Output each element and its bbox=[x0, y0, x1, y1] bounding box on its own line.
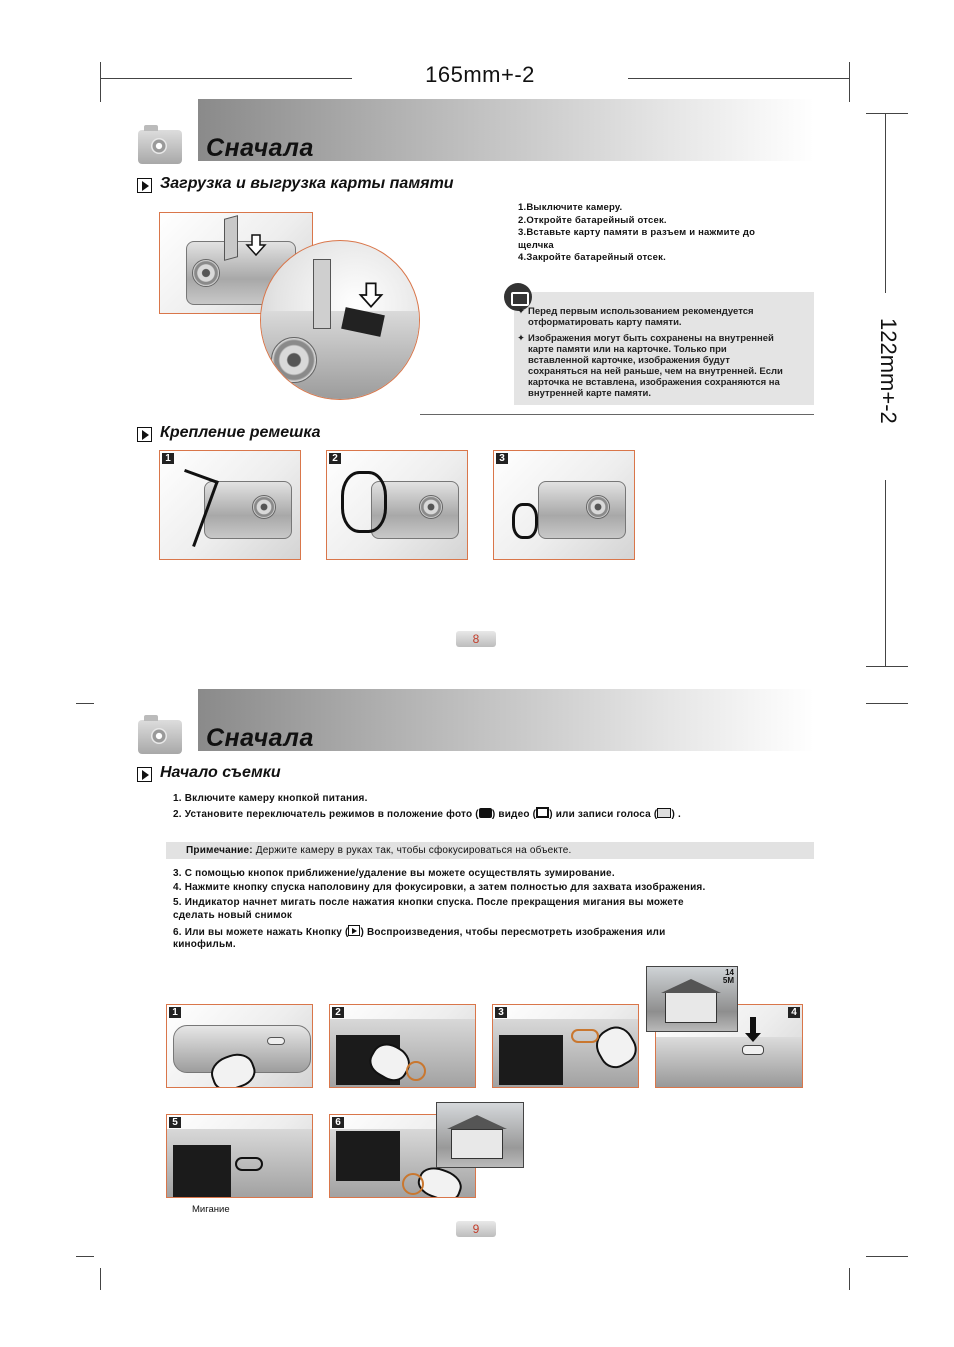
crop-mark bbox=[866, 113, 908, 114]
card-step: 1.Выключите камеру. bbox=[518, 202, 623, 213]
wrist-strap bbox=[512, 503, 538, 539]
crop-mark bbox=[866, 1256, 908, 1257]
house-roof bbox=[661, 979, 721, 993]
strap-photo bbox=[159, 450, 301, 560]
shooting-step: 4. Нажмите кнопку спуска наполовину для фокусировки, а затем полностью для захвата изображения. bbox=[173, 882, 706, 893]
blink-label: Мигание bbox=[192, 1204, 230, 1215]
battery-door bbox=[313, 259, 331, 329]
power-button bbox=[267, 1037, 285, 1045]
section-title: Сначала bbox=[206, 134, 314, 162]
house-roof bbox=[447, 1115, 507, 1129]
battery-door bbox=[224, 215, 238, 261]
shooting-step: 1. Включите камеру кнопкой питания. bbox=[173, 793, 368, 804]
tip-item: Изображения могут быть сохранены на внутренней карте памяти или на карточке. Только при вставленной карточке, изображения будут сохраняться на ней раньше, чем на внутренней. Если карточка не вставлена, изображения сохраняются на внутренней карте памяти. bbox=[528, 333, 783, 399]
chevron-right-icon bbox=[137, 178, 152, 193]
crop-mark bbox=[849, 1268, 850, 1290]
shooting-step: 3. С помощью кнопок приближение/удаление вы можете осуществлять зумирование. bbox=[173, 868, 615, 879]
camera-lens bbox=[271, 337, 317, 383]
strap-photo bbox=[326, 450, 468, 560]
camera-top-closeup bbox=[656, 1037, 803, 1088]
crop-mark bbox=[866, 703, 908, 704]
video-mode-icon bbox=[536, 807, 549, 818]
dimension-line bbox=[628, 78, 849, 79]
camera-illustration bbox=[204, 481, 292, 539]
step-number: 1 bbox=[169, 1007, 181, 1018]
crop-mark bbox=[866, 666, 908, 667]
tip-bullet: ✦ bbox=[517, 333, 525, 344]
photo-mode-icon bbox=[479, 808, 492, 818]
camera-icon bbox=[138, 130, 182, 164]
step-number: 3 bbox=[495, 1007, 507, 1018]
step-number: 6 bbox=[332, 1117, 344, 1128]
camera-lens bbox=[586, 495, 610, 519]
zoom-button-highlight bbox=[571, 1029, 599, 1043]
tip-item: Перед первым использованием рекомендуется отформатировать карту памяти. bbox=[528, 306, 754, 328]
playback-preview bbox=[436, 1102, 524, 1168]
play-icon bbox=[348, 925, 360, 936]
camera-illustration bbox=[538, 481, 626, 539]
dimension-label-height: 122mm+-2 bbox=[876, 318, 901, 424]
card-step: 2.Откройте батарейный отсек. bbox=[518, 214, 667, 226]
lcd-screen bbox=[336, 1131, 400, 1181]
tip-bullet: ✦ bbox=[517, 306, 525, 317]
section-title: Сначала bbox=[206, 724, 314, 752]
card-step: щелчка bbox=[518, 239, 554, 251]
shooting-step: сделать новый снимок bbox=[173, 910, 293, 921]
strap-heading: Крепление ремешка bbox=[160, 424, 321, 441]
shooting-step: 5. Индикатор начнет мигать после нажатия кнопки спуска. После прекращения мигания вы можете bbox=[173, 897, 684, 908]
shooting-photo bbox=[166, 1004, 313, 1088]
card-insert-zoom bbox=[260, 240, 420, 400]
dimension-line bbox=[885, 113, 886, 293]
card-heading: Загрузка и выгрузка карты памяти bbox=[160, 175, 454, 192]
step-number: 4 bbox=[788, 1007, 800, 1018]
camera-lens bbox=[419, 495, 443, 519]
shutter-button bbox=[742, 1045, 764, 1055]
card-steps bbox=[518, 202, 808, 265]
card-step: 4.Закройте батарейный отсек. bbox=[518, 252, 666, 263]
camera-icon bbox=[138, 720, 182, 754]
down-arrow-icon bbox=[744, 1017, 762, 1043]
down-arrow-icon bbox=[244, 233, 268, 257]
chevron-right-icon bbox=[137, 427, 152, 442]
camera-lens bbox=[252, 495, 276, 519]
section-divider bbox=[420, 414, 814, 415]
lcd-screen bbox=[173, 1145, 231, 1197]
dimension-label-width: 165mm+-2 bbox=[425, 62, 535, 87]
indicator-highlight bbox=[235, 1157, 263, 1171]
camera-lens bbox=[192, 259, 220, 287]
dimension-line bbox=[885, 480, 886, 666]
shooting-step: кинофильм. bbox=[173, 939, 236, 950]
house-illustration bbox=[665, 991, 717, 1023]
page-number: 8 bbox=[456, 631, 496, 647]
house-illustration bbox=[451, 1129, 503, 1159]
step-number: 5 bbox=[169, 1117, 181, 1128]
crop-mark bbox=[76, 703, 94, 704]
step-number: 3 bbox=[496, 453, 508, 464]
shooting-photo bbox=[166, 1114, 313, 1198]
lcd-readout: 14 5M bbox=[722, 968, 734, 985]
dimension-line bbox=[100, 78, 352, 79]
chevron-right-icon bbox=[137, 767, 152, 782]
lcd-screen bbox=[499, 1035, 563, 1085]
step-number: 1 bbox=[162, 453, 174, 464]
play-button-highlight bbox=[402, 1173, 424, 1195]
shooting-step: 2. Установите переключатель режимов в положение фото ( ) видео ( ) или записи голоса ( ) . bbox=[173, 809, 681, 820]
crop-mark bbox=[100, 62, 101, 102]
shooting-heading: Начало съемки bbox=[160, 764, 281, 781]
wrist-strap bbox=[341, 471, 387, 533]
page-number: 9 bbox=[456, 1221, 496, 1237]
voice-mode-icon bbox=[657, 808, 671, 818]
crop-mark bbox=[76, 1256, 94, 1257]
shooting-step: 6. Или вы можете нажать Кнопку ( ) Воспроизведения, чтобы пересмотреть изображения или bbox=[173, 927, 666, 938]
step-number: 2 bbox=[332, 1007, 344, 1018]
crop-mark bbox=[849, 62, 850, 102]
card-step: 3.Вставьте карту памяти в разъем и нажмите до bbox=[518, 227, 756, 238]
step-number: 2 bbox=[329, 453, 341, 464]
shooting-photo bbox=[492, 1004, 639, 1088]
crop-mark bbox=[100, 1268, 101, 1290]
strap-photo bbox=[493, 450, 635, 560]
note-text: Примечание: Держите камеру в руках так, чтобы сфокусироваться на объекте. bbox=[186, 845, 572, 856]
lcd-preview bbox=[646, 966, 738, 1032]
mode-dial-highlight bbox=[406, 1061, 426, 1081]
note-label: Примечание: bbox=[186, 845, 253, 856]
down-arrow-icon bbox=[357, 281, 385, 309]
shooting-photo bbox=[329, 1004, 476, 1088]
